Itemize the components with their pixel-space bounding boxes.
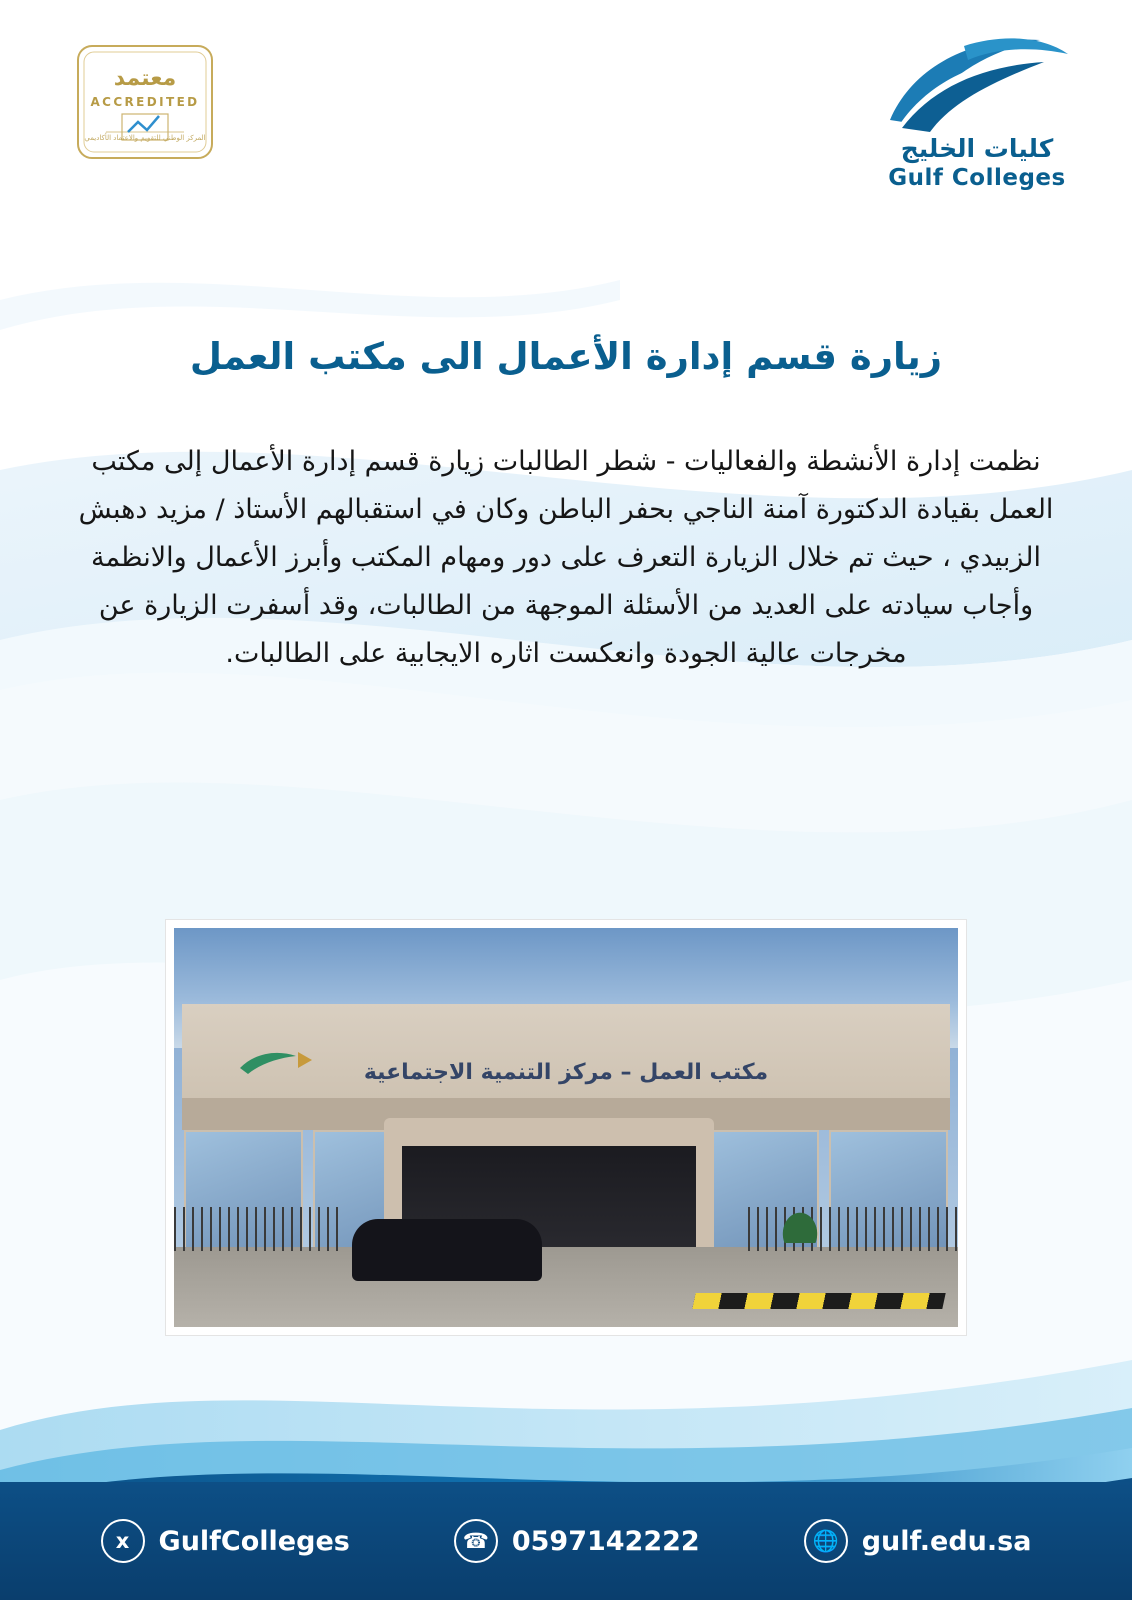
poster-body-text: نظمت إدارة الأنشطة والفعاليات - شطر الطالبات زيارة قسم إدارة الأعمال إلى مكتب العمل بقيادة الدكتورة آمنة الناجي بحفر الباطن وكان في استقبالهم الأستاذ / مزيد دهبش الزبيدي ، حيث تم خلال الزيارة التعرف على دور ومهام المكتب وأبرز الأعمال والانظمة وأجاب سيادته على العديد من الأسئلة الموجهة من الطالبات، وقد أسفرت الزيارة عن مخرجات عالية الجودة وانعكست اثاره الايجابية على الطالبات. xyxy=(78,446,1054,670)
accreditation-seal xyxy=(70,40,220,170)
photo-palm-tree xyxy=(770,1197,830,1243)
footer-social-label: GulfColleges xyxy=(158,1525,350,1557)
building-sign-text: مكتب العمل – مركز التنمية الاجتماعية xyxy=(363,1060,769,1085)
photo-fence-left xyxy=(174,1207,344,1251)
poster-footer xyxy=(0,1482,1132,1600)
footer-website-label: gulf.edu.sa xyxy=(861,1525,1032,1557)
globe-icon: 🌐 xyxy=(804,1519,848,1563)
gulf-colleges-logo xyxy=(862,28,1092,191)
footer-phone-label: 0597142222 xyxy=(511,1525,700,1557)
footer-website[interactable] xyxy=(804,1519,1032,1563)
x-twitter-icon: x xyxy=(101,1519,145,1563)
photo-visitors-group xyxy=(352,1219,542,1281)
page-title: زيارة قسم إدارة الأعمال الى مكتب العمل xyxy=(189,335,943,378)
labor-office-building-photo xyxy=(174,928,958,1327)
accredited-label-arabic: معتمد xyxy=(113,66,177,91)
gulf-wave-logo-icon xyxy=(872,28,1082,138)
logo-mark-svg xyxy=(872,28,1082,138)
logo-name-english: Gulf Colleges xyxy=(888,165,1066,191)
phone-icon: ☎ xyxy=(454,1519,498,1563)
footer-social-handle[interactable] xyxy=(101,1519,350,1563)
photo-frame xyxy=(166,920,966,1335)
accredited-label-english: ACCREDITED xyxy=(90,95,200,109)
accreditation-authority-label: المركز الوطني للتقويم والاعتماد الأكاديمي xyxy=(84,134,206,142)
poster-header xyxy=(0,0,1132,230)
logo-name-arabic: كليات الخليج xyxy=(900,134,1054,163)
footer-phone[interactable] xyxy=(454,1519,700,1563)
photo-curb-stripes xyxy=(692,1293,945,1309)
photo-ground xyxy=(174,1247,958,1327)
